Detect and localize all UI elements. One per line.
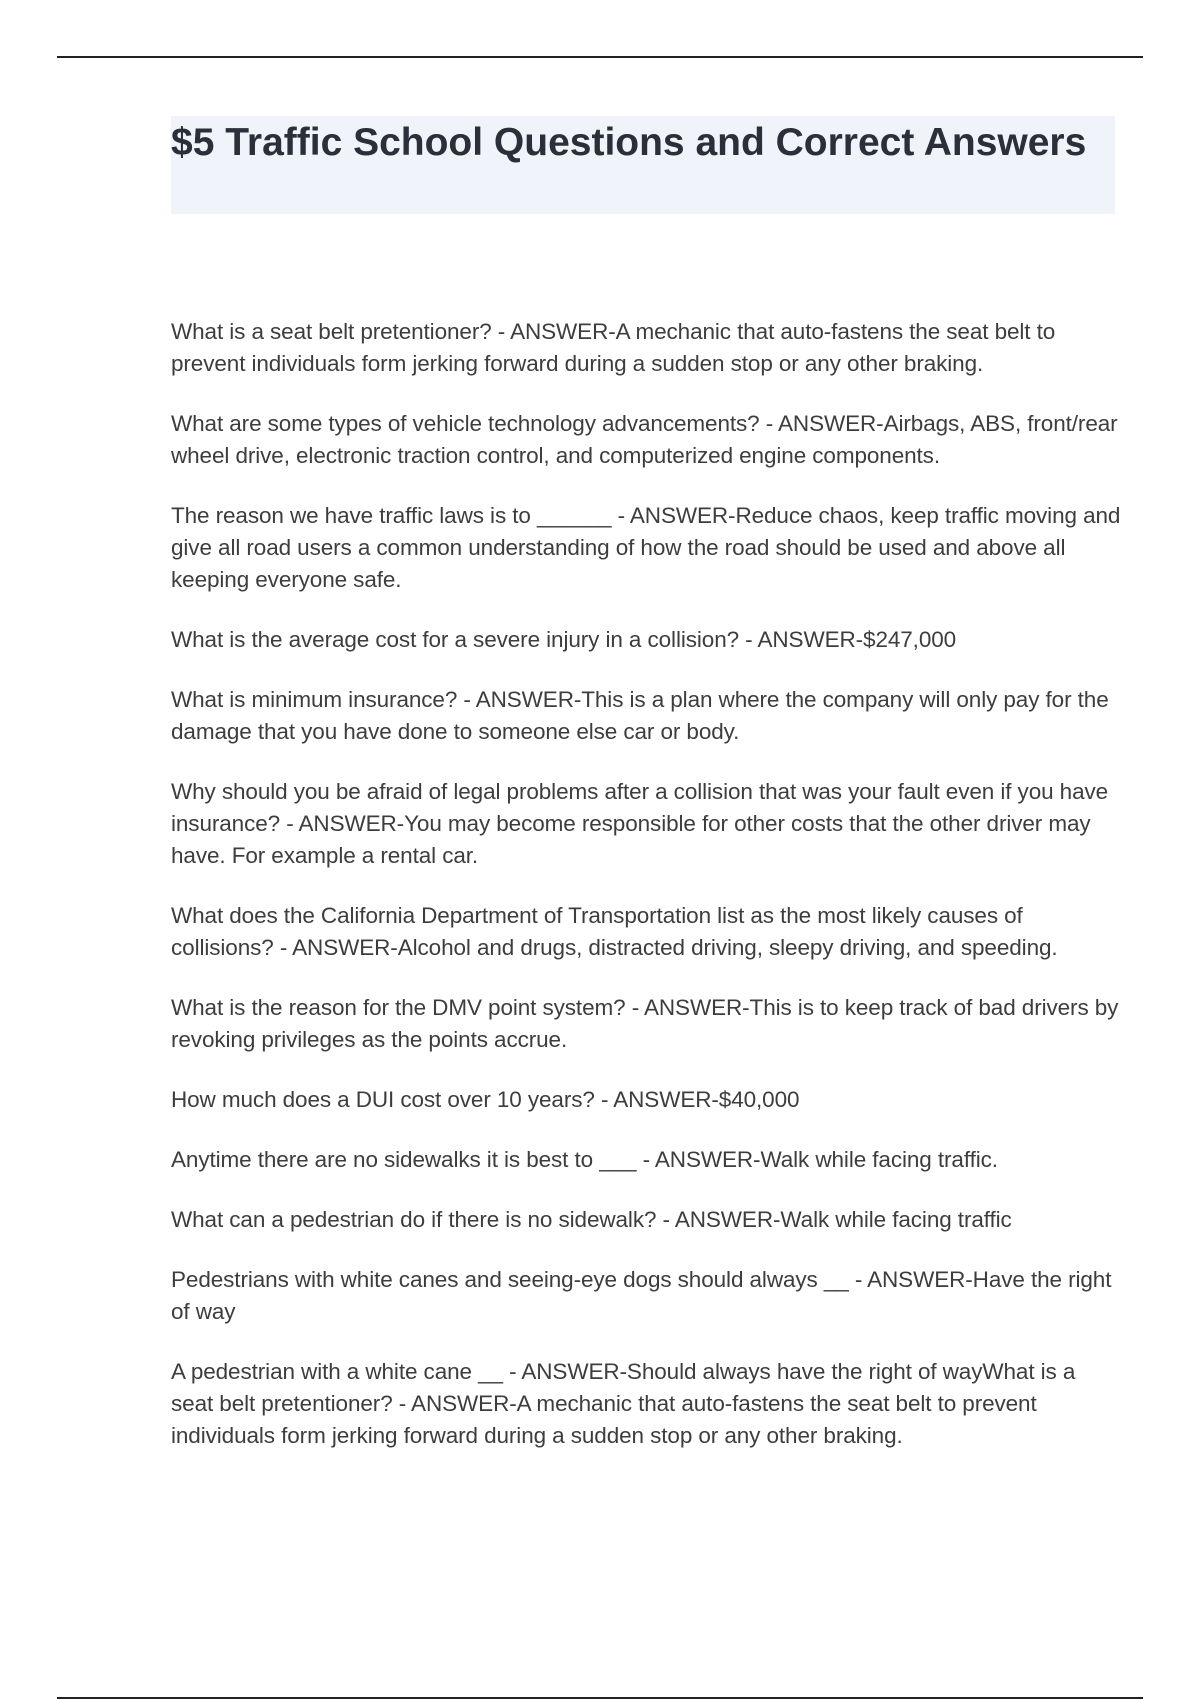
title-banner [171,116,1115,214]
qa-item: What are some types of vehicle technology advancements? - ANSWER-Airbags, ABS, front/rear wheel drive, electronic traction control, and computerized engine components. [171,411,1118,468]
qa-item: The reason we have traffic laws is to ______ - ANSWER-Reduce chaos, keep traffic moving and give all road users a common understanding of how the road should be used and above all keeping everyone safe. [171,503,1121,592]
document-title: $5 Traffic School Questions and Correct Answers [171,121,1087,164]
qa-item: A pedestrian with a white cane __ - ANSWER-Should always have the right of wayWhat is a seat belt pretentioner? - ANSWER-A mechanic that auto-fastens the seat belt to prevent individuals form jerking forward during a sudden stop or any other braking. [171,1359,1076,1448]
qa-item: What is the reason for the DMV point system? - ANSWER-This is to keep track of bad drivers by revoking privileges as the points accrue. [171,995,1119,1052]
top-divider [57,56,1143,58]
qa-list [171,316,1121,1480]
qa-item: Why should you be afraid of legal problems after a collision that was your fault even if you have insurance? - ANSWER-You may become responsible for other costs that the other driver may have. For example a rental car. [171,779,1109,868]
qa-item: Pedestrians with white canes and seeing-eye dogs should always __ - ANSWER-Have the right of way [171,1267,1112,1324]
qa-item: Anytime there are no sidewalks it is best to ___ - ANSWER-Walk while facing traffic. [171,1147,998,1172]
qa-item: What is a seat belt pretentioner? - ANSWER-A mechanic that auto-fastens the seat belt to prevent individuals form jerking forward during a sudden stop or any other braking. [171,319,1056,376]
qa-item: How much does a DUI cost over 10 years? - ANSWER-$40,000 [171,1087,800,1112]
qa-item: What is the average cost for a severe injury in a collision? - ANSWER-$247,000 [171,627,957,652]
qa-item: What can a pedestrian do if there is no sidewalk? - ANSWER-Walk while facing traffic [171,1207,1012,1232]
bottom-divider [57,1697,1143,1699]
qa-item: What does the California Department of Transportation list as the most likely causes of collisions? - ANSWER-Alcohol and drugs, distracted driving, sleepy driving, and speeding. [171,903,1058,960]
qa-item: What is minimum insurance? - ANSWER-This is a plan where the company will only pay for the damage that you have done to someone else car or body. [171,687,1109,744]
